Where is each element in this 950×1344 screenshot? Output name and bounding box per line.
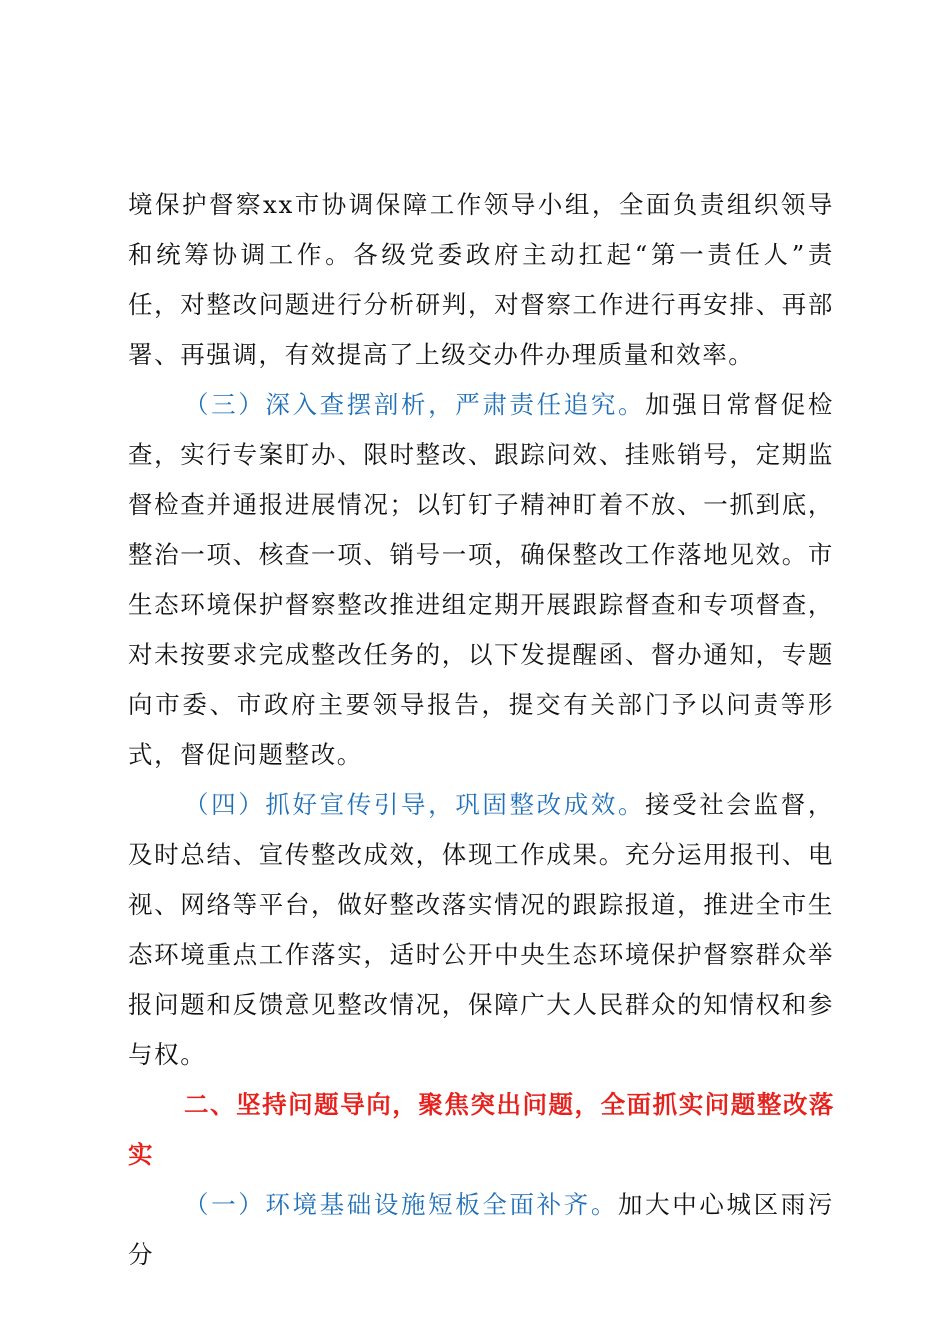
subsection-heading-4: （四）抓好宣传引导，巩固整改成效。 xyxy=(184,790,646,819)
paragraph-text: 境保护督察xx市协调保障工作领导小组，全面负责组织领导和统筹协调工作。各级党委政府主动扛起“第一责任人”责任，对整改问题进行分析研判，对督察工作进行再安排、再部署、再强调，有效提高了上级交办件办理质量和效率。 xyxy=(128,190,834,369)
paragraph-publicity-guidance xyxy=(128,780,834,1080)
subsection-heading-1: （一）环境基础设施短板全面补齐。 xyxy=(184,1190,619,1219)
paragraph-text: 加大中心城区雨污分 xyxy=(128,1190,834,1269)
subsection-heading-3: （三）深入查摆剖析，严肃责任追究。 xyxy=(184,390,646,419)
paragraph-continuation xyxy=(128,180,834,380)
paragraph-infrastructure xyxy=(128,1180,834,1280)
paragraph-text: 加强日常督促检查，实行专案盯办、限时整改、跟踪问效、挂账销号，定期监督检查并通报进展情况；以钉钉子精神盯着不放、一抓到底，整治一项、核查一项、销号一项，确保整改工作落地见效。市生态环境保护督察整改推进组定期开展跟踪督查和专项督查，对未按要求完成整改任务的，以下发提醒函、督办通知，专题向市委、市政府主要领导报告，提交有关部门予以问责等形式，督促问题整改。 xyxy=(128,390,834,769)
paragraph-supervision-accountability xyxy=(128,380,834,780)
paragraph-text: 接受社会监督，及时总结、宣传整改成效，体现工作成果。充分运用报刊、电视、网络等平台，做好整改落实情况的跟踪报道，推进全市生态环境重点工作落实，适时公开中央生态环境保护督察群众举报问题和反馈意见整改情况，保障广大人民群众的知情权和参与权。 xyxy=(128,790,834,1069)
document-body xyxy=(128,180,834,1280)
section-heading-2: 二、坚持问题导向，聚焦突出问题，全面抓实问题整改落实 xyxy=(128,1090,834,1169)
